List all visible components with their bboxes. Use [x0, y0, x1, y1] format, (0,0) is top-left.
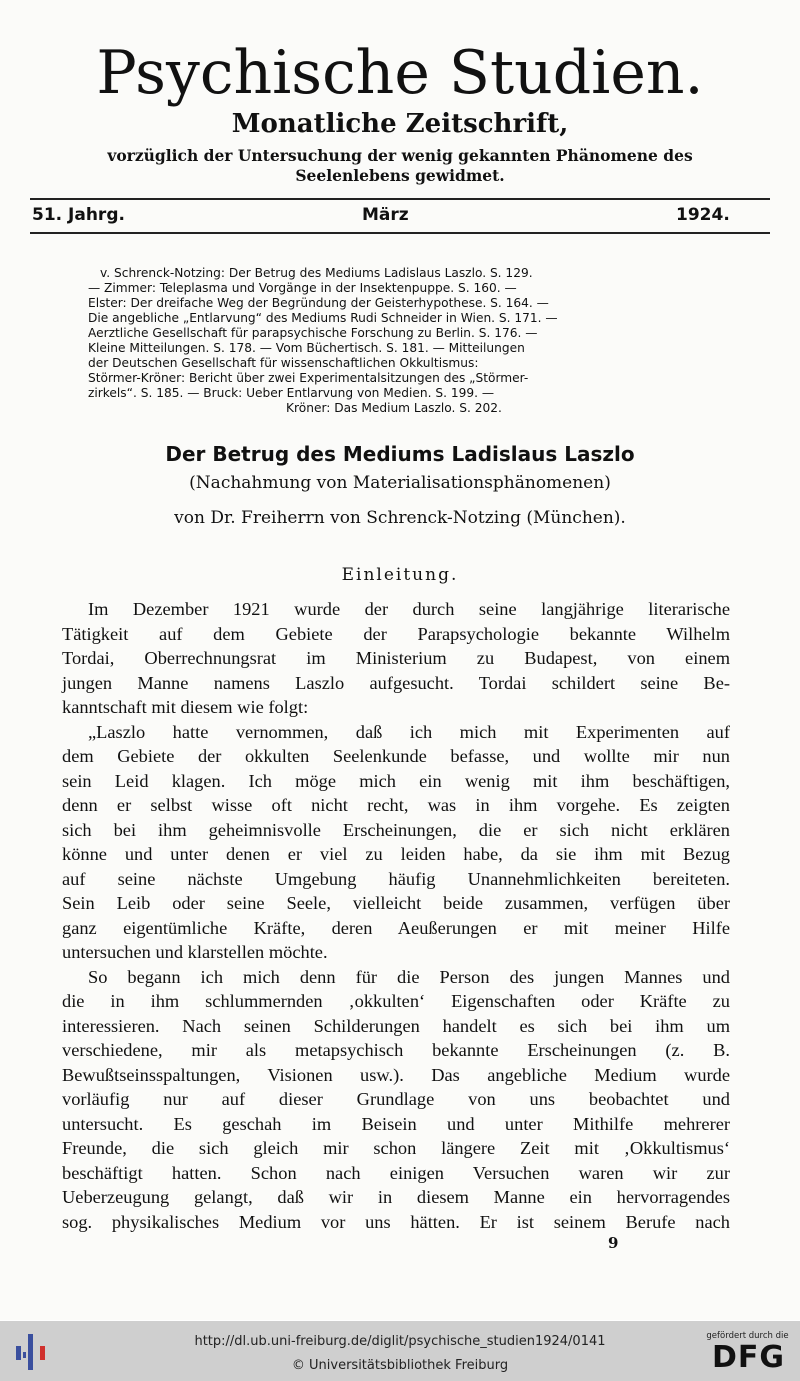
- issue-month: März: [362, 205, 409, 225]
- body-line: „Laszlo hatte vernommen, daß ich mich mit Experimenten auf: [88, 721, 730, 742]
- body-line: dem Gebiete der okkulten Seelenkunde befasse, und wollte mir nun: [62, 746, 730, 766]
- article-title: Der Betrug des Mediums Ladislaus Laszlo: [165, 442, 635, 466]
- body-line: Freunde, die sich gleich mir schon längere Zeit mit ‚Okkultismus‘: [62, 1138, 730, 1158]
- issue-year: 1924.: [676, 205, 730, 225]
- table-of-contents: [88, 266, 700, 416]
- description-line: vorzüglich der Untersuchung der wenig gekannten Phänomene des: [107, 146, 693, 165]
- page-number: 9: [608, 1234, 619, 1252]
- toc-line: Kleine Mitteilungen. S. 178. — Vom Büchertisch. S. 181. — Mitteilungen: [88, 341, 525, 355]
- body-line: Bewußtseinsspaltungen, Visionen usw.). Das angebliche Medium wurde: [62, 1064, 730, 1085]
- body-line: beschäftigt hatten. Schon nach einigen Versuchen waren wir zur: [62, 1162, 730, 1183]
- description-line: Seelenlebens gewidmet.: [295, 166, 505, 185]
- toc-line: Störmer-Kröner: Bericht über zwei Experimentalsitzungen des „Störmer-: [88, 371, 529, 385]
- body-line: verschiedene, mir als metapsychisch bekannte Erscheinungen (z. B.: [62, 1040, 730, 1060]
- toc-line: Die angebliche „Entlarvung“ des Mediums Rudi Schneider in Wien. S. 171. —: [88, 311, 558, 325]
- funding-note: gefördert durch die: [706, 1331, 789, 1341]
- body-line: interessieren. Nach seinen Schilderungen handelt es sich bei ihm um: [62, 1015, 730, 1036]
- body-line: die in ihm schlummernden ‚okkulten‘ Eigenschaften oder Kräfte zu: [62, 991, 730, 1011]
- toc-line: zirkels“. S. 185. — Bruck: Ueber Entlarvung von Medien. S. 199. —: [88, 386, 495, 400]
- body-line: vorläufig nur auf dieser Grundlage von uns beobachtet und: [62, 1089, 730, 1109]
- toc-line: der Deutschen Gesellschaft für wissenschaftlichen Okkultismus:: [88, 356, 479, 370]
- body-line: sich bei ihm geheimnisvolle Erscheinungen, die er sich nicht erklären: [62, 819, 730, 840]
- toc-line: — Zimmer: Teleplasma und Vorgänge in der Insektenpuppe. S. 160. —: [88, 281, 517, 295]
- body-line: Sein Leib oder seine Seele, vielleicht beide zusammen, verfügen über: [62, 893, 730, 913]
- body-line: So begann ich mich denn für die Person des jungen Mannes und: [88, 966, 730, 987]
- volume-label: 51. Jahrg.: [32, 205, 125, 225]
- body-line: kanntschaft mit diesem wie folgt:: [62, 697, 309, 717]
- body-line: Tätigkeit auf dem Gebiete der Parapsychologie bekannte Wilhelm: [62, 623, 730, 644]
- permalink-link[interactable]: http://dl.ub.uni-freiburg.de/diglit/psychische_studien1924/0141: [194, 1334, 606, 1349]
- body-line: könne und unter denen er viel zu leiden habe, da sie ihm mit Bezug: [62, 844, 730, 864]
- body-line: sog. physikalisches Medium vor uns hätten. Er ist seinem Berufe nach: [62, 1211, 730, 1232]
- dfg-logo-icon[interactable]: DFG: [711, 1340, 786, 1375]
- toc-line: Kröner: Das Medium Laszlo. S. 202.: [286, 401, 502, 415]
- body-line: auf seine nächste Umgebung häufig Unannehmlichkeiten bereiteten.: [62, 868, 730, 889]
- toc-line: Aerztliche Gesellschaft für parapsychische Forschung zu Berlin. S. 176. —: [88, 326, 538, 340]
- article-author: von Dr. Freiherrn von Schrenck-Notzing (München).: [174, 508, 626, 528]
- body-line: jungen Manne namens Laszlo aufgesucht. Tordai schildert seine Be-: [62, 672, 730, 693]
- journal-description: [60, 146, 740, 186]
- article-body: [62, 597, 730, 1234]
- header-rule-top: [30, 198, 770, 200]
- toc-line: Elster: Der dreifache Weg der Begründung der Geisterhypothese. S. 164. —: [88, 296, 549, 310]
- body-line: untersuchen und klarstellen möchte.: [62, 942, 328, 962]
- body-line: Ueberzeugung gelangt, daß wir in diesem Manne ein hervorragendes: [62, 1187, 730, 1207]
- header-rule-bottom: [30, 232, 770, 234]
- body-line: ganz eigentümliche Kräfte, deren Aeußerungen er mit meiner Hilfe: [62, 917, 730, 938]
- copyright-text: © Universitätsbibliothek Freiburg: [291, 1358, 509, 1373]
- body-line: sein Leid klagen. Ich möge mich ein wenig mit ihm beschäftigen,: [62, 770, 730, 791]
- body-line: untersucht. Es geschah im Beisein und unter Mithilfe mehrerer: [62, 1113, 730, 1134]
- journal-title: Psychische Studien.: [96, 38, 704, 108]
- toc-line: v. Schrenck-Notzing: Der Betrug des Mediums Ladislaus Laszlo. S. 129.: [100, 266, 533, 280]
- body-line: Tordai, Oberrechnungsrat im Ministerium zu Budapest, von einem: [62, 648, 730, 668]
- body-line: Im Dezember 1921 wurde der durch seine langjährige literarische: [88, 599, 730, 619]
- journal-subtitle: Monatliche Zeitschrift,: [231, 109, 569, 139]
- body-line: denn er selbst wisse oft nicht recht, was in ihm vorgehe. Es zeigten: [62, 795, 730, 815]
- article-subtitle: (Nachahmung von Materialisationsphänomenen): [189, 473, 611, 493]
- section-heading: Einleitung.: [341, 565, 459, 585]
